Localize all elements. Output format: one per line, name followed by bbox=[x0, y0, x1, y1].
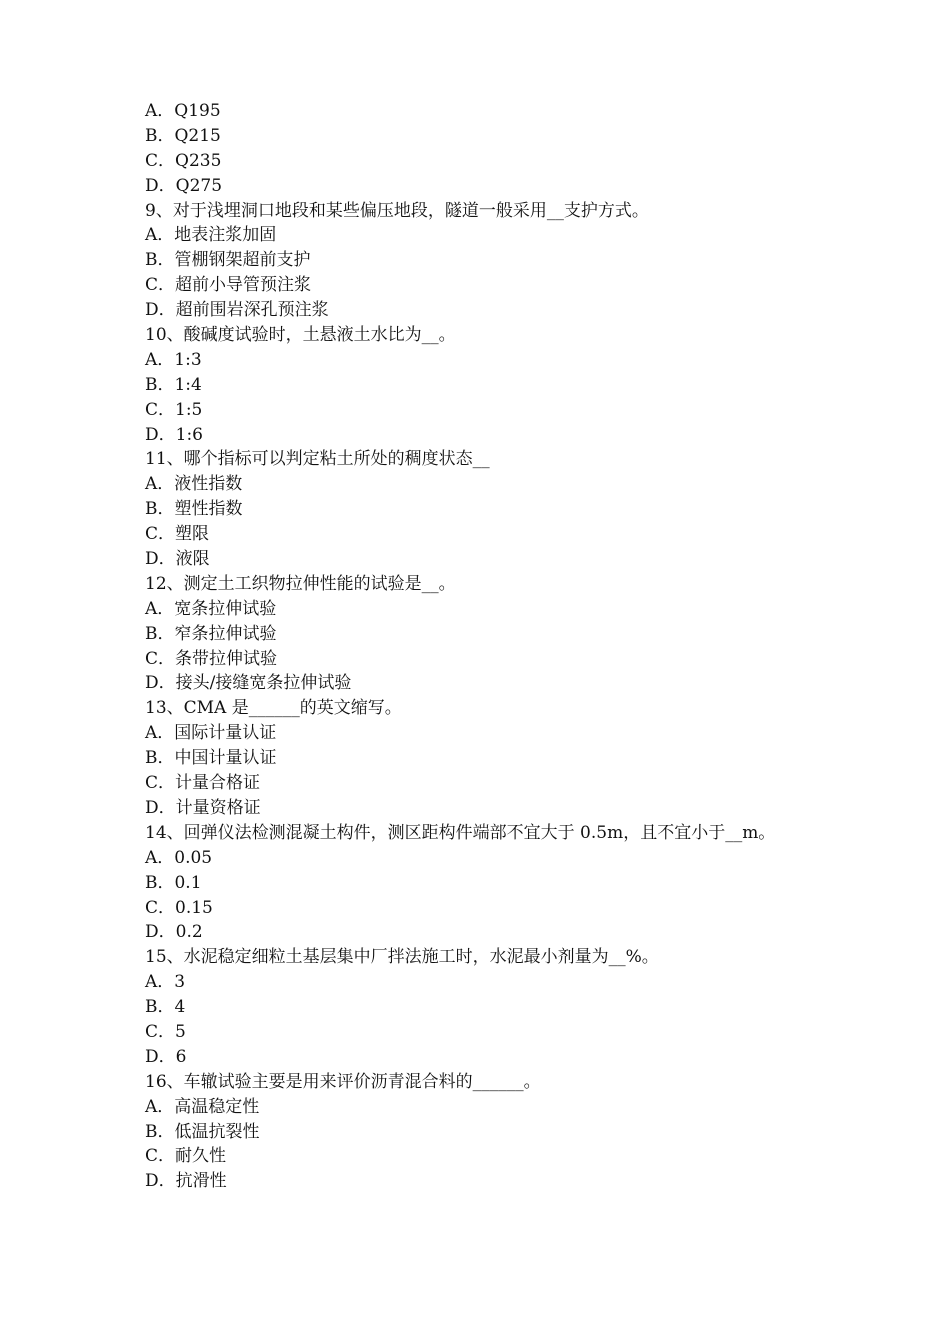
option-line: C．计量合格证 bbox=[145, 773, 261, 794]
question-line: 10、酸碱度试验时，土悬液土水比为__。 bbox=[145, 325, 456, 346]
option-line: D．计量资格证 bbox=[145, 797, 261, 818]
option-line: B．1:4 bbox=[145, 374, 202, 395]
option-line: A．Q195 bbox=[145, 101, 221, 121]
option-line: A．地表注浆加固 bbox=[145, 225, 277, 246]
option-line: D．1:6 bbox=[145, 424, 203, 445]
option-line: A．高温稳定性 bbox=[145, 1096, 260, 1117]
option-line: A．宽条拉伸试验 bbox=[145, 598, 277, 619]
question-line: 11、哪个指标可以判定粘土所处的稠度状态__ bbox=[145, 449, 490, 470]
option-line: D．接头/接缝宽条拉伸试验 bbox=[145, 673, 352, 694]
option-line: B．0.1 bbox=[145, 872, 202, 893]
option-line: B．低温抗裂性 bbox=[145, 1121, 260, 1142]
option-line: B．4 bbox=[145, 997, 186, 1018]
question-line: 9、对于浅埋洞口地段和某些偏压地段，隧道一般采用__支护方式。 bbox=[145, 200, 649, 221]
option-line: B．塑性指数 bbox=[145, 499, 243, 520]
option-line: C．塑限 bbox=[145, 524, 210, 545]
option-line: A．国际计量认证 bbox=[145, 723, 277, 744]
option-line: B．管棚钢架超前支护 bbox=[145, 250, 311, 271]
option-line: C．超前小导管预注浆 bbox=[145, 275, 312, 296]
question-line: 15、水泥稳定细粒土基层集中厂拌法施工时，水泥最小剂量为__%。 bbox=[145, 947, 659, 968]
option-line: D．液限 bbox=[145, 549, 210, 570]
question-line: 16、车辙试验主要是用来评价沥青混合料的______。 bbox=[145, 1071, 541, 1092]
option-line: B．Q215 bbox=[145, 125, 221, 146]
option-line: A．1:3 bbox=[145, 349, 202, 370]
option-line: C．Q235 bbox=[145, 150, 222, 171]
option-line: C．条带拉伸试验 bbox=[145, 648, 278, 669]
option-line: B．窄条拉伸试验 bbox=[145, 623, 277, 644]
option-line: D．Q275 bbox=[145, 175, 223, 196]
option-line: D．0.2 bbox=[145, 922, 203, 943]
option-line: C．0.15 bbox=[145, 897, 213, 918]
option-line: D．抗滑性 bbox=[145, 1171, 227, 1192]
option-line: D．6 bbox=[145, 1046, 187, 1067]
question-line: 14、回弹仪法检测混凝土构件，测区距构件端部不宜大于 0.5m，且不宜小于__m。 bbox=[145, 822, 776, 843]
option-line: C．5 bbox=[145, 1021, 186, 1042]
option-line: C．耐久性 bbox=[145, 1146, 227, 1167]
document-page bbox=[145, 99, 825, 1194]
option-line: D．超前围岩深孔预注浆 bbox=[145, 300, 329, 321]
option-line: C．1:5 bbox=[145, 399, 203, 420]
question-line: 12、测定土工织物拉伸性能的试验是__。 bbox=[145, 573, 456, 594]
option-line: A．0.05 bbox=[145, 847, 213, 868]
option-line: A．液性指数 bbox=[145, 474, 243, 495]
option-line: B．中国计量认证 bbox=[145, 748, 277, 769]
question-line: 13、CMA 是______的英文缩写。 bbox=[145, 698, 402, 719]
option-line: A．3 bbox=[145, 972, 186, 993]
